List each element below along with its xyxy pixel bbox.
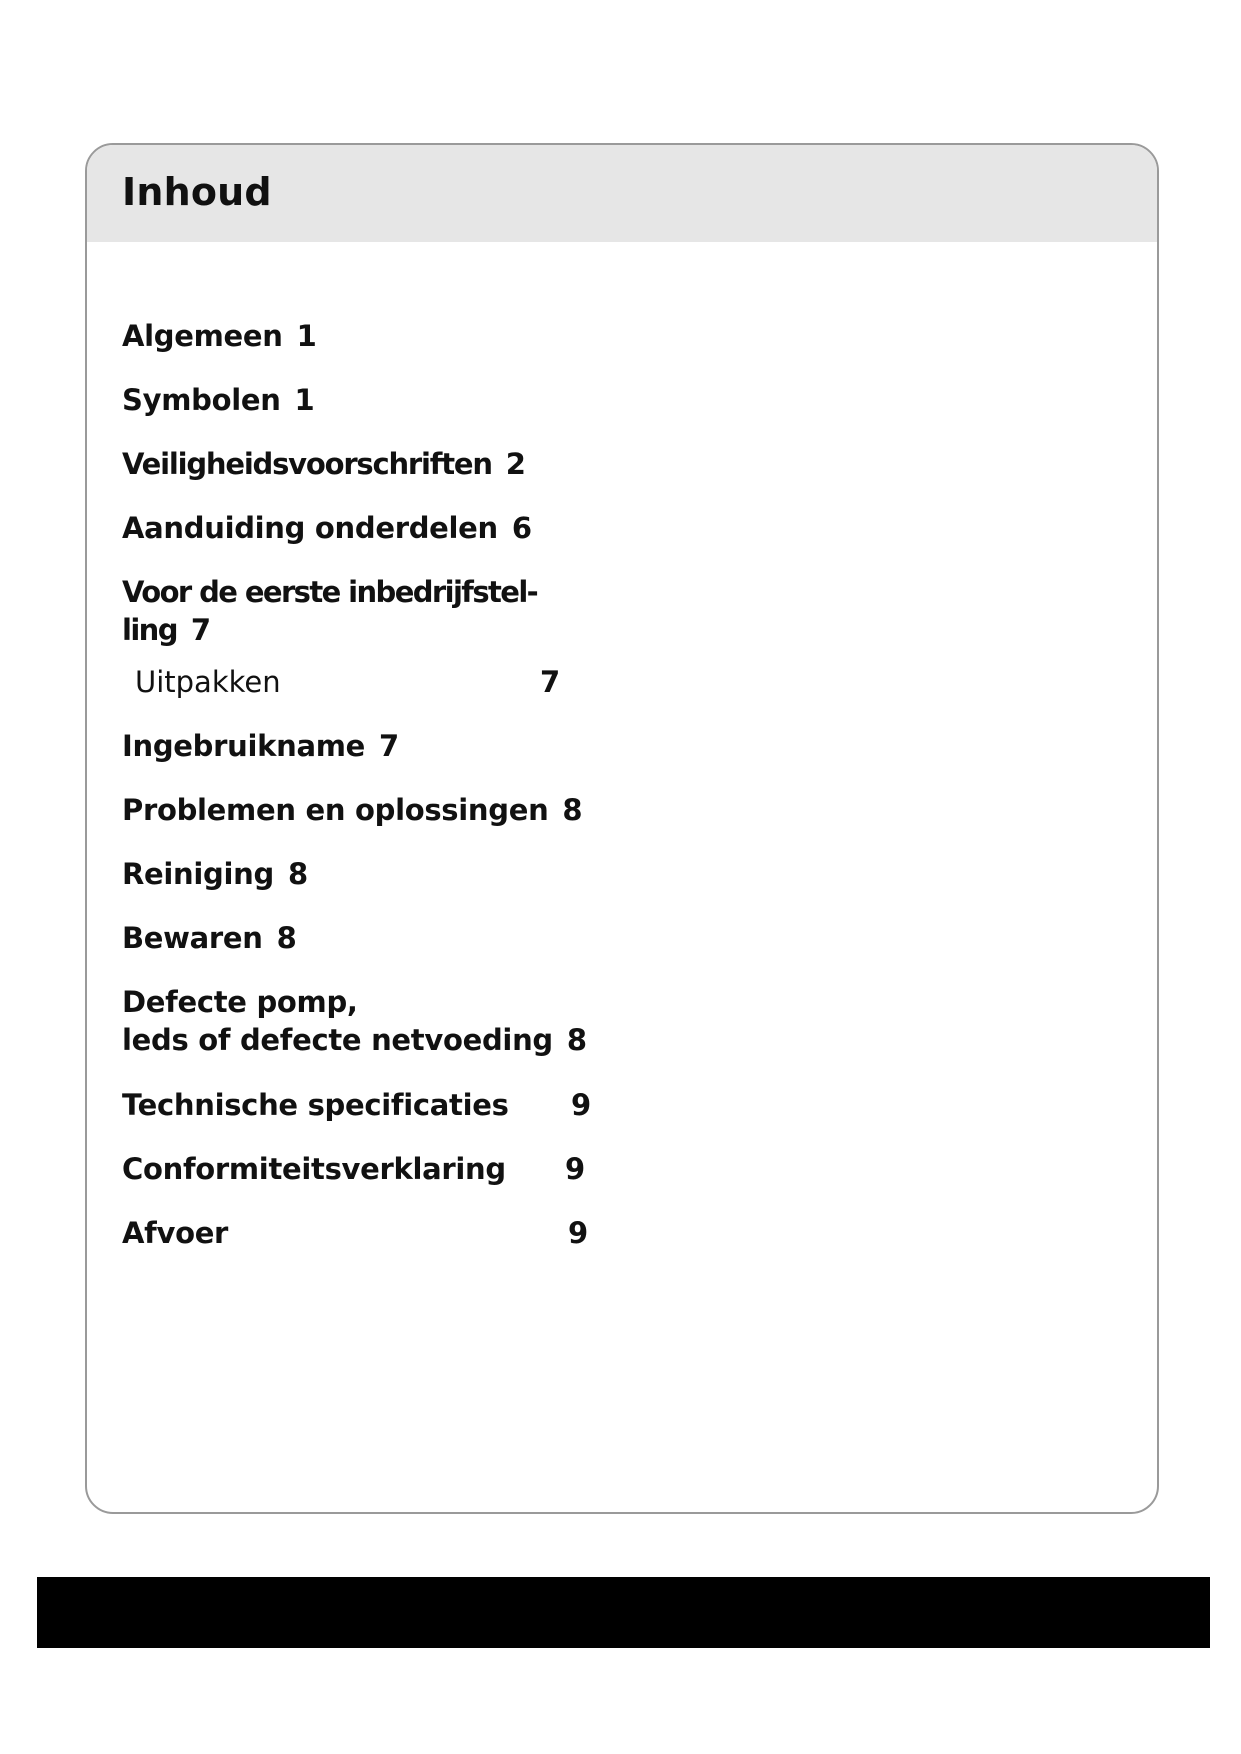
toc-entry-page: 8	[566, 1023, 587, 1057]
toc-entry-voor-de-eerste-inbedrijfstelling[interactable]	[122, 573, 537, 649]
toc-entry-defecte-pomp[interactable]	[122, 983, 587, 1059]
toc-entry-reiniging[interactable]	[122, 855, 308, 893]
toc-subentry-title: Uitpakken	[135, 665, 281, 699]
toc-entry-title-line1: Defecte pomp,	[122, 985, 358, 1019]
toc-header	[87, 145, 1157, 242]
toc-entry-ingebruikname[interactable]	[122, 727, 399, 765]
toc-entry-page: 8	[287, 857, 308, 891]
toc-entry-title: Ingebruikname	[122, 729, 365, 763]
toc-entry-title: Technische specificaties	[122, 1088, 509, 1122]
toc-entry-bewaren[interactable]	[122, 919, 297, 957]
toc-entry-afvoer[interactable]	[122, 1214, 588, 1252]
toc-entry-title-line2: ling	[122, 613, 177, 647]
toc-entry-page: 9	[568, 1216, 588, 1250]
toc-entry-algemeen[interactable]	[122, 317, 317, 355]
toc-subentry-page: 7	[540, 665, 561, 699]
toc-entry-page: 9	[571, 1088, 591, 1122]
toc-entry-title: Bewaren	[122, 921, 263, 955]
toc-entry-problemen-en-oplossingen[interactable]	[122, 791, 582, 829]
toc-entry-title-line2: leds of defecte netvoeding	[122, 1023, 553, 1057]
toc-entry-aanduiding-onderdelen[interactable]	[122, 509, 532, 547]
toc-entry-title-line1: Voor de eerste inbedrijfstel-	[122, 575, 538, 609]
toc-entry-title: Symbolen	[122, 383, 281, 417]
toc-entry-page: 6	[511, 511, 532, 545]
toc-subentry-uitpakken[interactable]	[135, 663, 561, 701]
toc-entry-symbolen[interactable]	[122, 381, 314, 419]
toc-entry-title: Algemeen	[122, 319, 283, 353]
toc-entry-technische-specificaties[interactable]	[122, 1086, 591, 1124]
toc-entry-page: 2	[505, 447, 525, 481]
toc-entry-page: 7	[379, 729, 399, 763]
toc-entry-title: Afvoer	[122, 1216, 229, 1250]
toc-entry-conformiteitsverklaring[interactable]	[122, 1150, 585, 1188]
toc-entry-page: 1	[294, 383, 315, 417]
footer-black-bar	[37, 1577, 1210, 1648]
toc-entry-veiligheidsvoorschriften[interactable]	[122, 445, 525, 483]
toc-entry-page: 9	[565, 1152, 585, 1186]
toc-entry-title: Reiniging	[122, 857, 274, 891]
toc-entry-page: 1	[296, 319, 317, 353]
toc-entry-page: 7	[190, 613, 210, 647]
toc-entry-page: 8	[276, 921, 297, 955]
page-title: Inhoud	[122, 170, 272, 214]
toc-entry-title: Aanduiding onderdelen	[122, 511, 498, 545]
toc-entry-title: Veiligheidsvoorschriften	[122, 447, 492, 481]
toc-entry-page: 8	[562, 793, 583, 827]
toc-entry-title: Problemen en oplossingen	[122, 793, 549, 827]
table-of-contents-box	[85, 143, 1159, 1514]
toc-entry-title: Conformiteitsverklaring	[122, 1152, 506, 1186]
